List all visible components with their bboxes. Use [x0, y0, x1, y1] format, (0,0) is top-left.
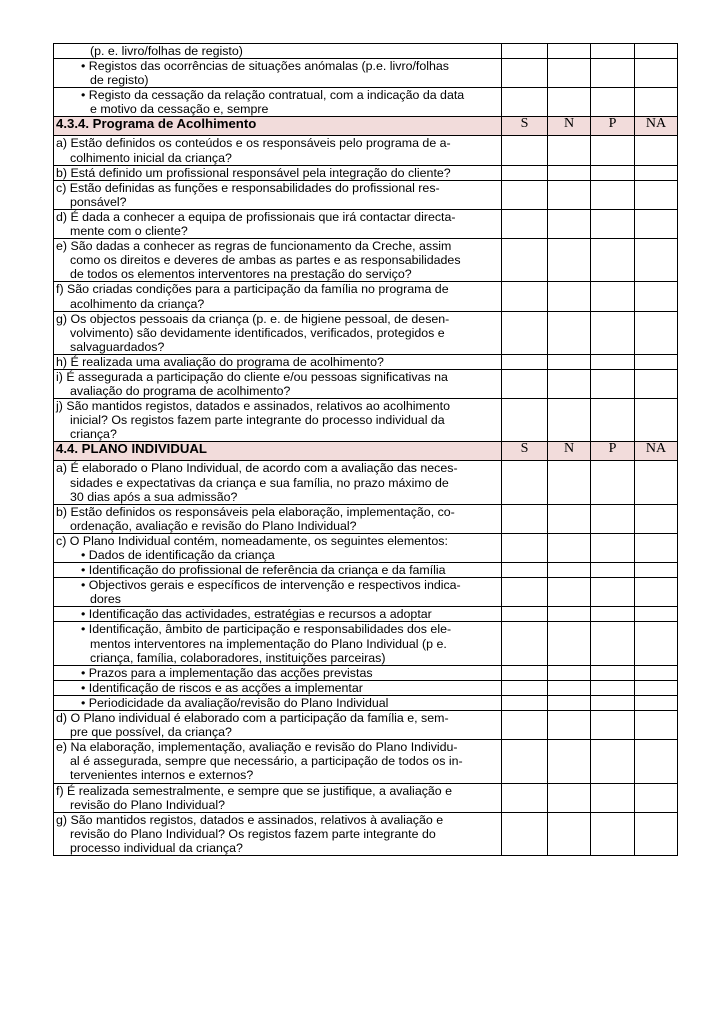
question-row [54, 180, 678, 209]
question-line: 30 dias após a sua admissão? [70, 489, 238, 504]
question-row [54, 399, 678, 442]
question-line: mente com o cliente? [70, 224, 188, 239]
answer-cell-na[interactable] [635, 578, 678, 607]
column-header-n: N [548, 117, 591, 136]
answer-cell-p[interactable] [591, 665, 635, 680]
answer-cell-na[interactable] [635, 136, 678, 165]
answer-cell-s[interactable] [502, 311, 548, 354]
answer-cell-s[interactable] [502, 783, 548, 812]
question-line: i) É assegurada a participação do cliente e/ou pessoas significativas na [56, 369, 448, 384]
question-text [54, 59, 502, 88]
question-line: inicial? Os registos fazem parte integrante do processo individual da [70, 413, 445, 428]
answer-cell-na[interactable] [635, 88, 678, 117]
question-text [54, 607, 502, 622]
answer-cell-na[interactable] [635, 44, 678, 59]
answer-cell-p[interactable] [591, 239, 635, 282]
question-line: a) Estão definidos os conteúdos e os responsáveis pelo programa de a- [56, 136, 451, 151]
answer-cell-s[interactable] [502, 369, 548, 398]
question-line: • Registos das ocorrências de situações anómalas (p.e. livro/folhas [81, 59, 449, 74]
question-row [54, 665, 678, 680]
question-line: de todos os elementos interventores na prestação do serviço? [70, 267, 412, 282]
checklist-table [53, 43, 678, 856]
question-text [54, 165, 502, 180]
question-row [54, 461, 678, 504]
answer-cell-s[interactable] [502, 461, 548, 504]
question-text [54, 504, 502, 533]
question-line: f) É realizada semestralmente, e sempre que se justifique, a avaliação e [56, 783, 453, 798]
answer-cell-p[interactable] [591, 180, 635, 209]
question-row [54, 136, 678, 165]
answer-cell-s[interactable] [502, 59, 548, 88]
question-line: • Prazos para a implementação das acções previstas [81, 665, 373, 680]
answer-cell-na[interactable] [635, 740, 678, 783]
question-row [54, 209, 678, 238]
question-line: acolhimento da criança? [70, 296, 205, 311]
section-header [54, 117, 678, 136]
section-title: 4.4. PLANO INDIVIDUAL [54, 442, 502, 461]
answer-cell-p[interactable] [591, 812, 635, 855]
answer-cell-n[interactable] [548, 622, 591, 665]
answer-cell-n[interactable] [548, 180, 591, 209]
answer-cell-n[interactable] [548, 369, 591, 398]
question-line: al é assegurada, sempre que necessário, a participação de todos os in- [70, 754, 463, 769]
question-text [54, 622, 502, 665]
answer-cell-na[interactable] [635, 711, 678, 740]
answer-cell-na[interactable] [635, 399, 678, 442]
answer-cell-s[interactable] [502, 282, 548, 311]
answer-cell-s[interactable] [502, 680, 548, 695]
answer-cell-n[interactable] [548, 311, 591, 354]
question-row [54, 711, 678, 740]
question-line: tervenientes internos e externos? [70, 768, 254, 783]
question-text [54, 369, 502, 398]
answer-cell-na[interactable] [635, 695, 678, 710]
question-text [54, 711, 502, 740]
answer-cell-na[interactable] [635, 165, 678, 180]
question-row [54, 239, 678, 282]
question-text [54, 578, 502, 607]
answer-cell-p[interactable] [591, 622, 635, 665]
answer-cell-p[interactable] [591, 165, 635, 180]
answer-cell-p[interactable] [591, 504, 635, 533]
question-text [54, 563, 502, 578]
answer-cell-p[interactable] [591, 88, 635, 117]
answer-cell-p[interactable] [591, 311, 635, 354]
question-text [54, 282, 502, 311]
question-line: de registo) [90, 73, 149, 88]
answer-cell-s[interactable] [502, 44, 548, 59]
question-line: c) O Plano Individual contém, nomeadamente, os seguintes elementos: [56, 533, 448, 548]
answer-cell-na[interactable] [635, 563, 678, 578]
question-line: e) São dadas a conhecer as regras de funcionamento da Creche, assim [56, 239, 452, 254]
question-text [54, 812, 502, 855]
question-text [54, 136, 502, 165]
question-line: e) Na elaboração, implementação, avaliação e revisão do Plano Individu- [56, 740, 458, 755]
answer-cell-n[interactable] [548, 88, 591, 117]
question-text [54, 88, 502, 117]
answer-cell-na[interactable] [635, 783, 678, 812]
answer-cell-s[interactable] [502, 136, 548, 165]
intro-row [54, 59, 678, 88]
answer-cell-n[interactable] [548, 59, 591, 88]
answer-cell-n[interactable] [548, 239, 591, 282]
question-row [54, 680, 678, 695]
answer-cell-s[interactable] [502, 695, 548, 710]
answer-cell-p[interactable] [591, 711, 635, 740]
question-line: • Objectivos gerais e específicos de intervenção e respectivos indica- [81, 578, 461, 593]
answer-cell-s[interactable] [502, 165, 548, 180]
section-title: 4.3.4. Programa de Acolhimento [54, 117, 502, 136]
question-text [54, 311, 502, 354]
question-line: b) Estão definidos os responsáveis pela elaboração, implementação, co- [56, 504, 455, 519]
answer-cell-n[interactable] [548, 209, 591, 238]
column-header-s: S [502, 442, 548, 461]
question-text [54, 665, 502, 680]
answer-cell-p[interactable] [591, 44, 635, 59]
answer-cell-n[interactable] [548, 399, 591, 442]
question-text [54, 533, 502, 562]
question-row [54, 504, 678, 533]
answer-cell-n[interactable] [548, 533, 591, 562]
question-text [54, 680, 502, 695]
answer-cell-na[interactable] [635, 622, 678, 665]
question-row [54, 369, 678, 398]
answer-cell-na[interactable] [635, 680, 678, 695]
answer-cell-n[interactable] [548, 711, 591, 740]
column-header-n: N [548, 442, 591, 461]
question-text [54, 239, 502, 282]
question-line: pre que possível, da criança? [70, 725, 232, 740]
answer-cell-p[interactable] [591, 59, 635, 88]
question-line: j) São mantidos registos, datados e assinados, relativos ao acolhimento [56, 399, 450, 414]
answer-cell-n[interactable] [548, 607, 591, 622]
question-line: criança, família, colaboradores, instituições parceiras) [90, 650, 386, 665]
answer-cell-na[interactable] [635, 354, 678, 369]
answer-cell-s[interactable] [502, 354, 548, 369]
answer-cell-n[interactable] [548, 578, 591, 607]
question-line: • Dados de identificação da criança [81, 548, 275, 562]
answer-cell-n[interactable] [548, 783, 591, 812]
answer-cell-na[interactable] [635, 812, 678, 855]
answer-cell-na[interactable] [635, 461, 678, 504]
answer-cell-p[interactable] [591, 607, 635, 622]
answer-cell-s[interactable] [502, 665, 548, 680]
question-line: avaliação do programa de acolhimento? [70, 384, 291, 399]
question-line: • Identificação, âmbito de participação e responsabilidades dos ele- [81, 622, 452, 637]
question-line: mentos interventores na implementação do Plano Individual (p e. [90, 636, 447, 651]
answer-cell-s[interactable] [502, 622, 548, 665]
answer-cell-p[interactable] [591, 578, 635, 607]
answer-cell-na[interactable] [635, 311, 678, 354]
question-line: g) Os objectos pessoais da criança (p. e. de higiene pessoal, de desen- [56, 311, 450, 326]
answer-cell-n[interactable] [548, 282, 591, 311]
question-line: colhimento inicial da criança? [70, 150, 232, 165]
question-row [54, 578, 678, 607]
question-line: e motivo da cessação e, sempre [90, 102, 269, 117]
answer-cell-p[interactable] [591, 209, 635, 238]
answer-cell-n[interactable] [548, 354, 591, 369]
answer-cell-na[interactable] [635, 180, 678, 209]
question-line: d) É dada a conhecer a equipa de profissionais que irá contactar directa- [56, 209, 456, 224]
answer-cell-na[interactable] [635, 239, 678, 282]
answer-cell-n[interactable] [548, 136, 591, 165]
question-line: g) São mantidos registos, datados e assinados, relativos à avaliação e [56, 812, 444, 827]
question-line: salvaguardados? [70, 339, 165, 354]
question-line: revisão do Plano Individual? [70, 797, 225, 812]
question-line: criança? [70, 427, 117, 442]
answer-cell-na[interactable] [635, 282, 678, 311]
question-line: • Identificação do profissional de referência da criança e da família [81, 563, 446, 578]
question-line: • Registo da cessação da relação contratual, com a indicação da data [81, 88, 465, 103]
question-text [54, 44, 502, 59]
answer-cell-p[interactable] [591, 783, 635, 812]
question-row [54, 695, 678, 710]
answer-cell-s[interactable] [502, 711, 548, 740]
question-line: c) Estão definidas as funções e responsabilidades do profissional res- [56, 180, 440, 195]
intro-row [54, 88, 678, 117]
question-text [54, 354, 502, 369]
column-header-p: P [591, 117, 635, 136]
question-line: (p. e. livro/folhas de registo) [90, 44, 243, 58]
answer-cell-na[interactable] [635, 209, 678, 238]
question-line: • Periodicidade da avaliação/revisão do Plano Individual [81, 695, 389, 710]
question-text [54, 695, 502, 710]
answer-cell-s[interactable] [502, 578, 548, 607]
answer-cell-na[interactable] [635, 665, 678, 680]
answer-cell-na[interactable] [635, 607, 678, 622]
question-line: sidades e expectativas da criança e sua família, no prazo máximo de [70, 475, 449, 490]
question-line: • Identificação de riscos e as acções a implementar [81, 680, 363, 695]
answer-cell-p[interactable] [591, 461, 635, 504]
question-row [54, 563, 678, 578]
column-header-p: P [591, 442, 635, 461]
answer-cell-p[interactable] [591, 563, 635, 578]
question-line: revisão do Plano Individual? Os registos fazem parte integrante do [70, 826, 436, 841]
answer-cell-na[interactable] [635, 369, 678, 398]
answer-cell-p[interactable] [591, 680, 635, 695]
question-row [54, 311, 678, 354]
answer-cell-n[interactable] [548, 812, 591, 855]
answer-cell-s[interactable] [502, 812, 548, 855]
intro-row [54, 44, 678, 59]
question-row [54, 812, 678, 855]
answer-cell-n[interactable] [548, 695, 591, 710]
question-row [54, 740, 678, 783]
answer-cell-p[interactable] [591, 740, 635, 783]
answer-cell-p[interactable] [591, 695, 635, 710]
question-text [54, 461, 502, 504]
answer-cell-n[interactable] [548, 680, 591, 695]
question-line: b) Está definido um profissional responsável pela integração do cliente? [56, 165, 451, 180]
answer-cell-s[interactable] [502, 533, 548, 562]
answer-cell-s[interactable] [502, 180, 548, 209]
question-row [54, 607, 678, 622]
answer-cell-na[interactable] [635, 59, 678, 88]
question-row [54, 282, 678, 311]
question-row [54, 354, 678, 369]
answer-cell-s[interactable] [502, 563, 548, 578]
question-line: dores [90, 592, 121, 607]
section-header [54, 442, 678, 461]
answer-cell-n[interactable] [548, 504, 591, 533]
answer-cell-s[interactable] [502, 740, 548, 783]
answer-cell-s[interactable] [502, 209, 548, 238]
answer-cell-p[interactable] [591, 136, 635, 165]
answer-cell-s[interactable] [502, 607, 548, 622]
answer-cell-s[interactable] [502, 399, 548, 442]
answer-cell-s[interactable] [502, 504, 548, 533]
question-text [54, 783, 502, 812]
question-line: processo individual da criança? [70, 840, 243, 855]
answer-cell-p[interactable] [591, 533, 635, 562]
answer-cell-na[interactable] [635, 504, 678, 533]
question-line: ordenação, avaliação e revisão do Plano Individual? [70, 518, 357, 533]
question-row [54, 783, 678, 812]
answer-cell-p[interactable] [591, 399, 635, 442]
question-row [54, 165, 678, 180]
question-line: ponsável? [70, 194, 127, 209]
question-line: volvimento) são devidamente identificados, verificados, protegidos e [70, 325, 445, 340]
answer-cell-p[interactable] [591, 369, 635, 398]
question-text [54, 740, 502, 783]
answer-cell-na[interactable] [635, 533, 678, 562]
column-header-na: NA [635, 442, 678, 461]
answer-cell-n[interactable] [548, 461, 591, 504]
answer-cell-n[interactable] [548, 665, 591, 680]
answer-cell-s[interactable] [502, 239, 548, 282]
question-line: como os direitos e deveres de ambas as partes e as responsabilidades [70, 253, 461, 268]
answer-cell-p[interactable] [591, 282, 635, 311]
question-line: d) O Plano individual é elaborado com a participação da família e, sem- [56, 711, 449, 726]
answer-cell-n[interactable] [548, 740, 591, 783]
column-header-s: S [502, 117, 548, 136]
answer-cell-s[interactable] [502, 88, 548, 117]
question-row [54, 533, 678, 562]
question-text [54, 209, 502, 238]
question-line: f) São criadas condições para a participação da família no programa de [56, 282, 449, 297]
answer-cell-n[interactable] [548, 165, 591, 180]
question-row [54, 622, 678, 665]
question-line: • Identificação das actividades, estratégias e recursos a adoptar [81, 607, 432, 622]
question-text [54, 399, 502, 442]
question-text [54, 180, 502, 209]
column-header-na: NA [635, 117, 678, 136]
question-line: a) É elaborado o Plano Individual, de acordo com a avaliação das neces- [56, 461, 458, 476]
question-line: h) É realizada uma avaliação do programa de acolhimento? [56, 354, 384, 369]
answer-cell-n[interactable] [548, 44, 591, 59]
answer-cell-n[interactable] [548, 563, 591, 578]
answer-cell-p[interactable] [591, 354, 635, 369]
